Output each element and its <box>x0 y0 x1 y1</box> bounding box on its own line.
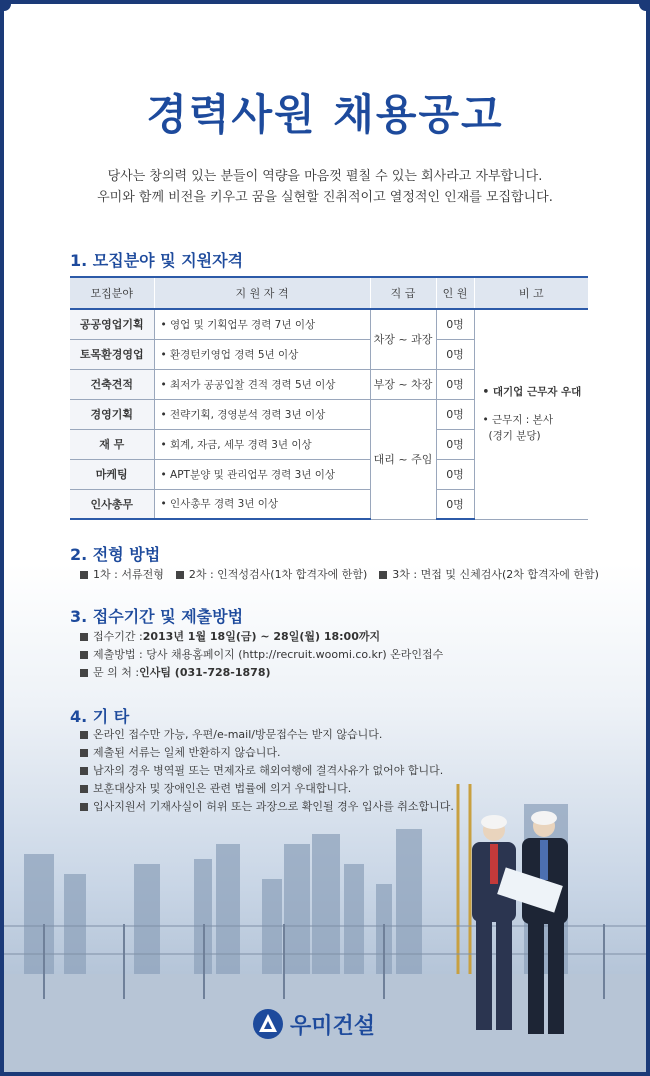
list-item <box>80 762 454 780</box>
count-cell: 0명 <box>436 369 474 399</box>
qual-cell: • 영업 및 기획업무 경력 7년 이상 <box>154 309 370 339</box>
misc-item-text: 남자의 경우 병역필 또는 면제자로 해외여행에 결격사유가 없어야 합니다. <box>93 764 444 777</box>
steps-line <box>80 566 599 584</box>
misc-item-text: 보훈대상자 및 장애인은 관련 법률에 의거 우대합니다. <box>93 782 352 795</box>
section-4-title: 4. 기 타 <box>70 707 130 726</box>
list-item <box>80 726 454 744</box>
header-position: 직 급 <box>370 277 436 309</box>
list-item <box>80 664 443 682</box>
position-cell: 대리 ~ 주임 <box>370 399 436 519</box>
field-cell: 건축견적 <box>70 369 154 399</box>
count-cell: 0명 <box>436 459 474 489</box>
list-item <box>80 628 443 646</box>
count-cell: 0명 <box>436 489 474 519</box>
header-field: 모집분야 <box>70 277 154 309</box>
section-3-title: 3. 접수기간 및 제출방법 <box>70 607 244 626</box>
bullet-square-icon <box>80 669 88 677</box>
step-2: 2차 : 인적성검사(1차 합격자에 한함) <box>188 568 368 581</box>
qual-cell: • 전략기획, 경영분석 경력 3년 이상 <box>154 399 370 429</box>
bullet-square-icon <box>80 571 88 579</box>
period-value: 2013년 1월 18일(금) ~ 28일(월) 18:00까지 <box>142 630 381 643</box>
corner-ornament <box>4 4 11 11</box>
period-label: 접수기간 : <box>93 630 143 643</box>
step-3: 3차 : 면접 및 신체검사(2차 합격자에 한함) <box>392 568 599 581</box>
note-cell <box>474 309 588 519</box>
bullet-square-icon <box>80 731 88 739</box>
note-location-detail: (경기 분당) <box>488 430 541 443</box>
table-row <box>70 309 588 339</box>
bullet-square-icon <box>176 571 184 579</box>
application-info <box>80 628 443 682</box>
table-header-row <box>70 277 588 309</box>
company-logo-text: 우미건설 <box>290 1013 376 1039</box>
misc-item-text: 입사지원서 기재사실이 허위 또는 과장으로 확인될 경우 입사를 취소합니다. <box>93 800 454 813</box>
field-cell: 재 무 <box>70 429 154 459</box>
company-logo <box>252 1008 375 1040</box>
corner-ornament <box>639 4 646 11</box>
recruit-table <box>70 276 588 520</box>
qual-cell: • 인사총무 경력 3년 이상 <box>154 489 370 519</box>
count-cell: 0명 <box>436 309 474 339</box>
poster <box>4 4 646 1072</box>
intro-line: 우미와 함께 비전을 키우고 꿈을 실현할 진취적이고 열정적인 인재를 모집합니다. <box>97 190 553 205</box>
qual-cell: • 최저가 공공입찰 견적 경력 5년 이상 <box>154 369 370 399</box>
bullet-square-icon <box>80 633 88 641</box>
field-cell: 토목환경영업 <box>70 339 154 369</box>
count-cell: 0명 <box>436 399 474 429</box>
bullet-square-icon <box>80 749 88 757</box>
position-cell: 부장 ~ 차장 <box>370 369 436 399</box>
qual-cell: • 회계, 자금, 세무 경력 3년 이상 <box>154 429 370 459</box>
note-preferred: • 대기업 근무자 우대 <box>482 386 582 399</box>
misc-item-text: 제출된 서류는 일체 반환하지 않습니다. <box>93 746 281 759</box>
page-title: 경력사원 채용공고 <box>146 90 504 139</box>
misc-item-text: 온라인 접수만 가능, 우편/e-mail/방문접수는 받지 않습니다. <box>93 728 383 741</box>
list-item <box>80 744 454 762</box>
note-location: • 근무지 : 본사 <box>482 414 553 427</box>
field-cell: 마케팅 <box>70 459 154 489</box>
qual-cell: • 환경턴키영업 경력 5년 이상 <box>154 339 370 369</box>
count-cell: 0명 <box>436 339 474 369</box>
header-count: 인 원 <box>436 277 474 309</box>
submission-method: 제출방법 : 당사 채용홈페이지 (http://recruit.woomi.co.kr) 온라인접수 <box>93 648 444 661</box>
qual-cell: • APT분양 및 관리업무 경력 3년 이상 <box>154 459 370 489</box>
bullet-square-icon <box>80 767 88 775</box>
header-note: 비 고 <box>474 277 588 309</box>
bullet-square-icon <box>80 651 88 659</box>
header-qualification: 지 원 자 격 <box>154 277 370 309</box>
bullet-square-icon <box>379 571 387 579</box>
field-cell: 경영기획 <box>70 399 154 429</box>
section-2-title: 2. 전형 방법 <box>70 545 161 564</box>
count-cell: 0명 <box>436 429 474 459</box>
field-cell: 인사총무 <box>70 489 154 519</box>
list-item <box>80 646 443 664</box>
position-cell: 차장 ~ 과장 <box>370 309 436 369</box>
contact-label: 문 의 처 : <box>93 666 140 679</box>
step-1: 1차 : 서류전형 <box>93 568 164 581</box>
company-logo-icon <box>252 1008 284 1040</box>
intro-text <box>4 166 646 208</box>
screening-steps <box>80 566 599 584</box>
intro-line: 당사는 창의력 있는 분들이 역량을 마음껏 펼칠 수 있는 회사라고 자부합니다. <box>107 169 543 184</box>
contact-value: 인사팀 (031-728-1878) <box>139 666 271 679</box>
field-cell: 공공영업기획 <box>70 309 154 339</box>
section-1-title: 1. 모집분야 및 지원자격 <box>70 251 244 270</box>
